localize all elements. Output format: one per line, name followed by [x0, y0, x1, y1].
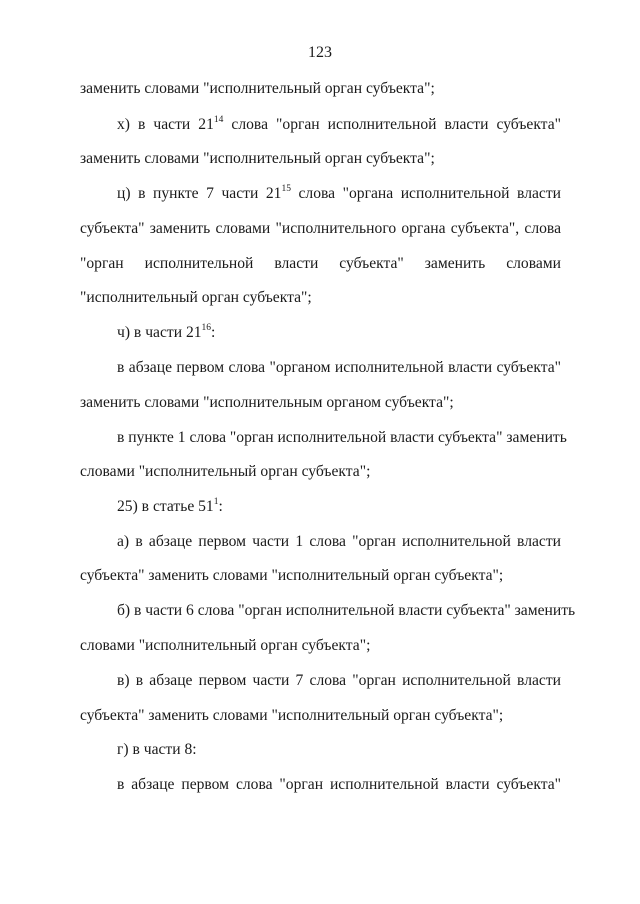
text-line: "орган исполнительной власти субъекта" заменить словами	[80, 255, 561, 272]
text-line: в абзаце первом слова "органом исполнительной власти субъекта"	[117, 359, 561, 376]
text-line: заменить словами "исполнительным органом субъекта";	[80, 394, 454, 411]
text-line: в) в абзаце первом части 7 слова "орган исполнительной власти	[117, 672, 561, 689]
superscript: 14	[213, 115, 224, 125]
superscript: 1	[213, 497, 219, 507]
text-line: "исполнительный орган субъекта";	[80, 289, 312, 306]
text-line: ц) в пункте 7 части $21^{15}$ слова "органа исполнительной власти	[117, 184, 561, 202]
superscript: 15	[281, 184, 291, 194]
text-line: субъекта" заменить словами "исполнительный орган субъекта";	[80, 567, 504, 584]
text-line: заменить словами "исполнительный орган субъекта";	[80, 80, 435, 97]
text-line: субъекта" заменить словами "исполнительный орган субъекта";	[80, 707, 504, 724]
page-number: 123	[308, 44, 332, 61]
text-line: а) в абзаце первом части 1 слова "орган исполнительной власти	[117, 533, 561, 550]
text-line: словами "исполнительный орган субъекта";	[80, 637, 371, 654]
superscript: 16	[201, 323, 212, 333]
text-line: ч) в части $21^{16}$:	[117, 323, 216, 341]
text-line: словами "исполнительный орган субъекта";	[80, 463, 371, 480]
text-line: в пункте 1 слова "орган исполнительной власти субъекта" заменить	[117, 429, 567, 446]
text-line: заменить словами "исполнительный орган субъекта";	[80, 150, 435, 167]
text-line: 25) в статье $51^1$:	[117, 497, 223, 515]
text-line: б) в части 6 слова "орган исполнительной власти субъекта" заменить	[117, 602, 576, 619]
text-line: субъекта" заменить словами "исполнительного органа субъекта", слова	[80, 220, 561, 237]
text-line: г) в части 8:	[117, 741, 197, 758]
text-line: х) в части $21^{14}$ слова "орган исполнительной власти субъекта"	[117, 115, 561, 133]
text-line: в абзаце первом слова "орган исполнительной власти субъекта"	[117, 776, 561, 793]
